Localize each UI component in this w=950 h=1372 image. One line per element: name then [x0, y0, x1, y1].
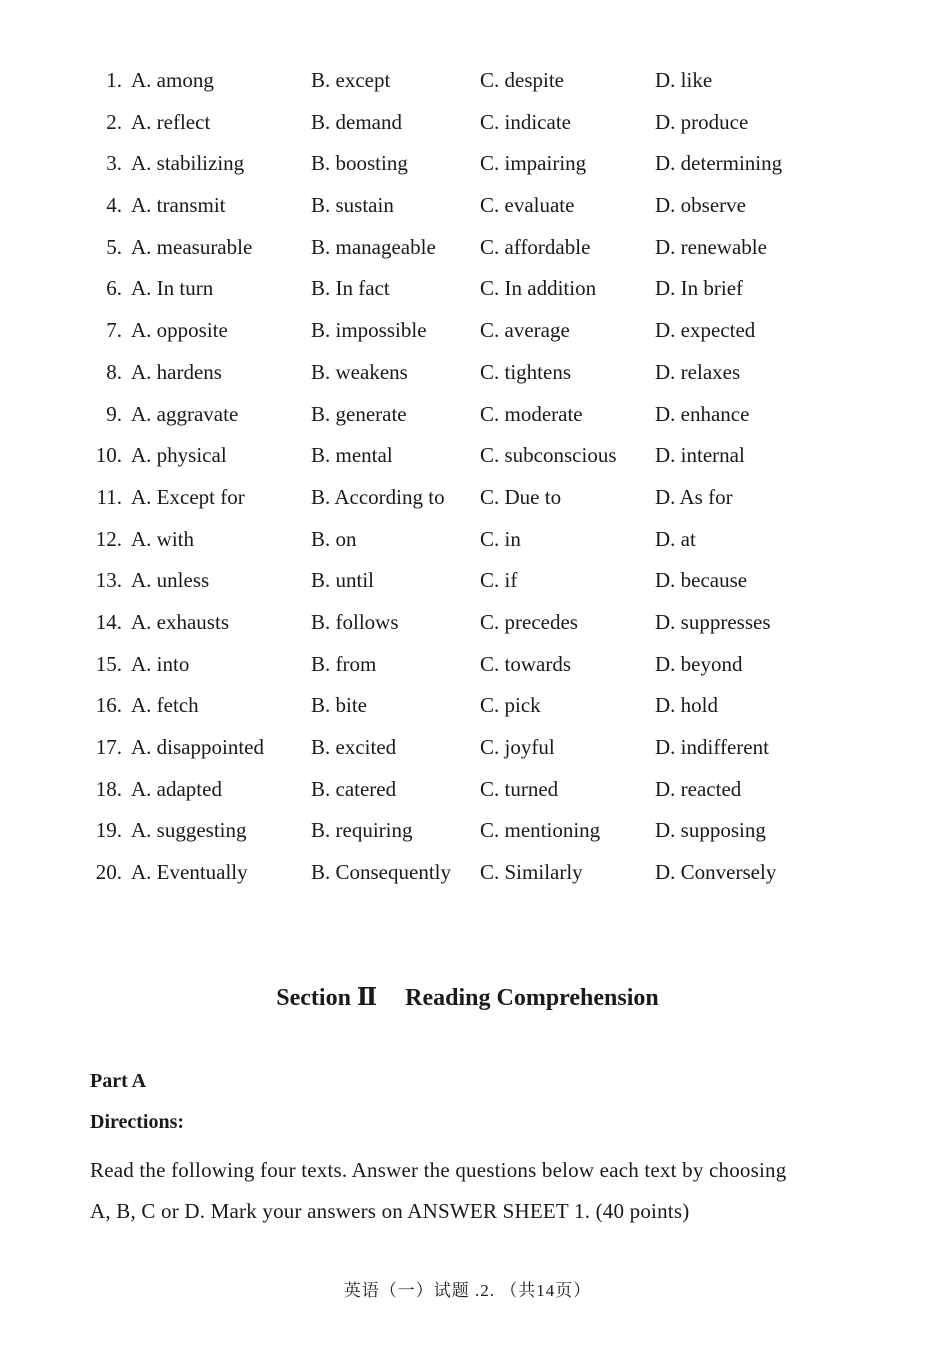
option-b: B. weakens — [311, 359, 408, 384]
question-number: 3. — [106, 151, 122, 176]
option-c: C. towards — [480, 651, 571, 676]
question-number: 7. — [106, 318, 122, 343]
option-b: B. mental — [311, 443, 393, 468]
option-b: B. According to — [311, 484, 445, 509]
question-row — [0, 644, 950, 686]
option-a: A. hardens — [131, 359, 222, 384]
option-b: B. bite — [311, 693, 367, 718]
option-b: B. except — [311, 68, 391, 92]
option-a: A. opposite — [131, 318, 228, 343]
option-a: A. Eventually — [131, 860, 248, 885]
option-c: C. affordable — [480, 234, 591, 259]
option-d: D. relaxes — [655, 359, 741, 384]
option-d: D. because — [655, 568, 748, 593]
option-a: A. stabilizing — [131, 151, 245, 176]
option-a: A. disappointed — [131, 735, 264, 759]
question-number: 17. — [95, 735, 122, 759]
option-d: D. determining — [655, 151, 783, 176]
option-d: D. observe — [655, 193, 746, 218]
option-a: A. transmit — [131, 193, 226, 218]
option-b: B. catered — [311, 776, 397, 801]
option-a: A. In turn — [131, 276, 214, 301]
question-row — [0, 852, 950, 894]
option-c: C. average — [480, 318, 570, 343]
question-row — [0, 394, 950, 436]
question-row — [0, 519, 950, 561]
question-number: 16. — [95, 693, 122, 718]
option-b: B. requiring — [311, 818, 413, 843]
question-row — [0, 477, 950, 519]
question-row — [0, 268, 950, 310]
option-d: D. renewable — [655, 234, 767, 259]
question-number: 13. — [95, 568, 122, 593]
option-b: B. until — [311, 568, 375, 593]
option-b: B. follows — [311, 609, 399, 634]
question-number: 19. — [95, 818, 122, 843]
question-row — [0, 685, 950, 727]
section-title-text: Reading Comprehension — [405, 985, 659, 1011]
option-c: C. Similarly — [480, 860, 583, 885]
question-number: 9. — [106, 401, 122, 426]
option-c: C. indicate — [480, 109, 571, 134]
option-d: D. indifferent — [655, 735, 769, 759]
question-number: 1. — [106, 68, 122, 92]
option-d: D. As for — [655, 484, 733, 509]
option-b: B. on — [311, 526, 357, 551]
option-a: A. into — [131, 651, 190, 676]
option-c: C. Due to — [480, 484, 562, 509]
option-d: D. internal — [655, 443, 745, 468]
option-c: C. precedes — [480, 609, 578, 634]
option-d: D. expected — [655, 318, 756, 343]
option-d: D. at — [655, 526, 696, 551]
question-number: 8. — [106, 359, 122, 384]
option-a: A. measurable — [131, 234, 253, 259]
option-c: C. evaluate — [480, 193, 575, 218]
question-number: 6. — [106, 276, 122, 301]
option-d: D. reacted — [655, 776, 742, 801]
directions-line: Read the following four texts. Answer the questions below each text by choosing — [90, 1158, 787, 1182]
option-d: D. produce — [655, 109, 749, 134]
option-c: C. pick — [480, 693, 541, 718]
page-footer: 英语（一）试题 .2. （共14页） — [343, 1281, 592, 1300]
question-number: 14. — [95, 609, 122, 634]
question-row — [0, 352, 950, 394]
question-row — [0, 769, 950, 811]
option-b: B. In fact — [311, 276, 390, 301]
question-number: 2. — [106, 109, 122, 134]
option-c: C. in — [480, 526, 521, 551]
option-d: D. like — [655, 68, 713, 92]
option-b: B. from — [311, 651, 377, 676]
option-d: D. beyond — [655, 651, 743, 676]
question-number: 12. — [95, 526, 122, 551]
question-number: 5. — [106, 234, 122, 259]
option-d: D. In brief — [655, 276, 744, 301]
question-row — [0, 727, 950, 769]
option-b: B. impossible — [311, 318, 427, 343]
question-number: 15. — [95, 651, 122, 676]
question-row — [0, 227, 950, 269]
option-a: A. Except for — [131, 484, 245, 509]
option-c: C. turned — [480, 776, 559, 801]
option-c: C. impairing — [480, 151, 587, 176]
directions-line: A, B, C or D. Mark your answers on ANSWER SHEET 1. (40 points) — [90, 1199, 690, 1223]
option-a: A. suggesting — [131, 818, 247, 843]
section-label: Section Ⅱ — [276, 985, 378, 1011]
option-a: A. exhausts — [131, 609, 229, 634]
option-a: A. unless — [131, 568, 210, 593]
option-c: C. In addition — [480, 276, 597, 301]
question-number: 20. — [95, 860, 122, 885]
option-a: A. with — [131, 526, 194, 551]
option-b: B. generate — [311, 401, 407, 426]
question-row — [0, 810, 950, 852]
option-c: C. if — [480, 568, 518, 593]
option-b: B. sustain — [311, 193, 394, 218]
question-list — [0, 60, 950, 894]
option-b: B. Consequently — [311, 860, 451, 885]
option-c: C. subconscious — [480, 443, 617, 468]
question-number: 11. — [96, 484, 122, 509]
option-c: C. moderate — [480, 401, 583, 426]
question-row — [0, 560, 950, 602]
option-d: D. suppresses — [655, 609, 771, 634]
option-b: B. demand — [311, 109, 402, 134]
option-b: B. excited — [311, 735, 397, 759]
question-row — [0, 102, 950, 144]
question-row — [0, 310, 950, 352]
question-row — [0, 602, 950, 644]
option-a: A. among — [131, 68, 214, 92]
section-heading — [0, 982, 935, 1012]
question-row — [0, 143, 950, 185]
option-b: B. boosting — [311, 151, 408, 176]
question-number: 18. — [95, 776, 122, 801]
option-a: A. reflect — [131, 109, 211, 134]
option-c: C. tightens — [480, 359, 572, 384]
directions-label: Directions: — [90, 1111, 185, 1133]
question-number: 4. — [106, 193, 122, 218]
part-label: Part A — [90, 1070, 147, 1092]
option-a: A. adapted — [131, 776, 222, 801]
option-a: A. physical — [131, 443, 227, 468]
option-d: D. hold — [655, 693, 718, 718]
option-a: A. fetch — [131, 693, 199, 718]
question-row — [0, 60, 950, 102]
question-row — [0, 185, 950, 227]
option-b: B. manageable — [311, 234, 436, 259]
option-a: A. aggravate — [131, 401, 239, 426]
option-c: C. despite — [480, 68, 564, 92]
option-d: D. Conversely — [655, 860, 777, 885]
directions-text — [90, 1150, 850, 1232]
question-row — [0, 435, 950, 477]
option-c: C. joyful — [480, 735, 555, 759]
option-d: D. enhance — [655, 401, 750, 426]
question-number: 10. — [95, 443, 122, 468]
option-c: C. mentioning — [480, 818, 601, 843]
option-d: D. supposing — [655, 818, 766, 843]
